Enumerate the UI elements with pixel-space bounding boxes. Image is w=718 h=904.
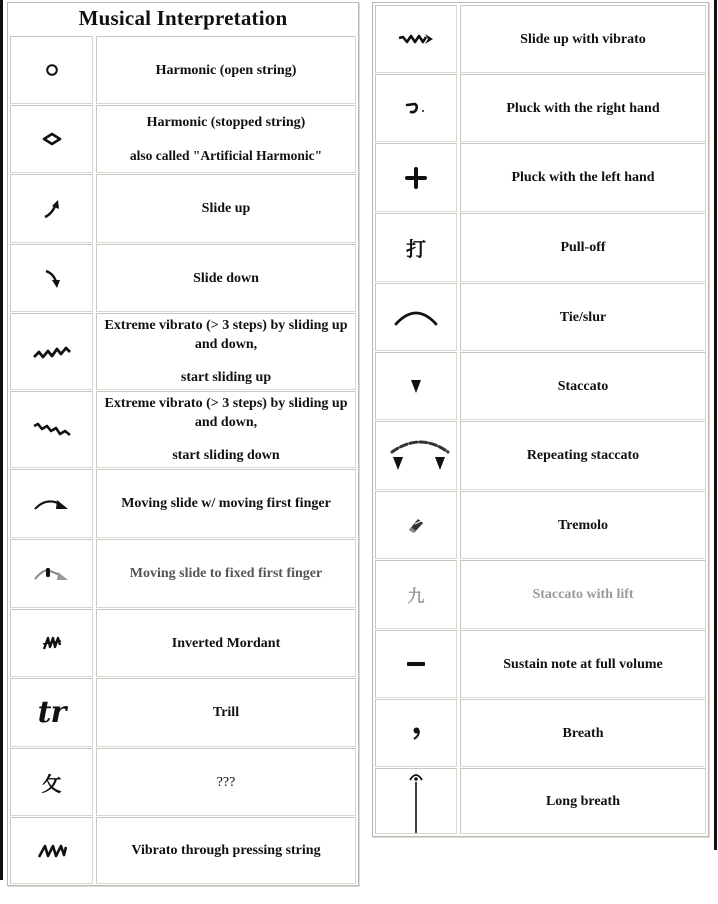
description-cell: Tie/slur: [460, 283, 706, 351]
symbol-cell: [375, 213, 457, 282]
table-row: [10, 174, 356, 243]
symbol-cell: [375, 421, 457, 490]
tremolo-slash-icon: [406, 515, 426, 535]
description-cell: Extreme vibrato (> 3 steps) by sliding up and down, start sliding down: [96, 391, 356, 468]
symbol-cell: [10, 748, 93, 816]
description-cell: Staccato: [460, 352, 706, 420]
description-cell: Slide up with vibrato: [460, 5, 706, 73]
inverted-mordent-icon: [42, 635, 62, 651]
open-circle-icon: [45, 63, 59, 77]
diamond-icon: [42, 132, 62, 146]
symbol-cell: [375, 5, 457, 73]
table-row: [10, 539, 356, 608]
description-cell: Tremolo: [460, 491, 706, 559]
page-right-edge: [714, 0, 717, 850]
symbol-cell: [375, 352, 457, 420]
symbol-cell: [10, 313, 93, 390]
description-cell: Breath: [460, 699, 706, 767]
symbol-cell: [375, 74, 457, 142]
trill-tr-icon: tr: [37, 695, 66, 730]
symbol-cell: [10, 539, 93, 608]
curved-arrow-up-icon: [41, 198, 63, 220]
page-left-edge: [0, 0, 3, 880]
symbol-cell: [375, 283, 457, 351]
table-row: [10, 469, 356, 538]
vibrato-arrow-icon: [397, 32, 435, 46]
dash-icon: [407, 661, 425, 667]
symbol-cell: [375, 768, 457, 834]
description-cell: Long breath: [460, 768, 706, 834]
description-cell: Trill: [96, 678, 356, 747]
table-row: [375, 74, 706, 142]
table-row: [10, 313, 356, 390]
description-cell: Staccato with lift: [460, 560, 706, 629]
jiu-character-icon: 九: [407, 587, 425, 607]
symbol-cell: [10, 391, 93, 468]
description-cell: Harmonic (open string): [96, 36, 356, 104]
description-cell: Harmonic (stopped string) also called "Artificial Harmonic": [96, 105, 356, 173]
tie-arc-icon: [393, 307, 439, 327]
zigzag-down-icon: [32, 422, 72, 438]
da-character-icon: 打: [406, 237, 426, 261]
symbol-cell: [10, 105, 93, 173]
table-row: [10, 36, 356, 104]
description-cell: Moving slide w/ moving first finger: [96, 469, 356, 538]
table-row: [375, 421, 706, 490]
description-cell: Slide down: [96, 244, 356, 312]
table-row: [375, 560, 706, 629]
symbol-cell: [10, 469, 93, 538]
table-row: [10, 105, 356, 173]
symbol-cell: [375, 491, 457, 559]
symbol-cell: [10, 817, 93, 884]
pressing-vibrato-icon: [37, 843, 67, 859]
description-cell: ???: [96, 748, 356, 816]
symbol-cell: [375, 699, 457, 767]
curved-arrow-down-icon: [42, 267, 62, 289]
description-cell: Slide up: [96, 174, 356, 243]
table-row: [375, 630, 706, 698]
table-row: [10, 391, 356, 468]
symbol-cell: [10, 36, 93, 104]
plus-cross-icon: [405, 167, 427, 189]
table-row: [375, 213, 706, 282]
fermata-line-icon: [408, 771, 424, 835]
symbol-cell: [10, 678, 93, 747]
symbol-cell: [10, 244, 93, 312]
table-row: [375, 768, 706, 834]
description-cell: Pull-off: [460, 213, 706, 282]
table-row: [375, 143, 706, 212]
symbol-cell: [10, 174, 93, 243]
description-cell: Pluck with the left hand: [460, 143, 706, 212]
zigzag-up-icon: [32, 344, 72, 360]
symbol-cell: [375, 630, 457, 698]
table-row: [10, 609, 356, 677]
description-cell: Inverted Mordant: [96, 609, 356, 677]
table-row: [10, 748, 356, 816]
description-cell: Extreme vibrato (> 3 steps) by sliding up and down, start sliding up: [96, 313, 356, 390]
table-row: [10, 678, 356, 747]
description-cell: Repeating staccato: [460, 421, 706, 490]
symbol-cell: [375, 560, 457, 629]
symbols-table-continued: [372, 2, 709, 837]
symbol-cell: [10, 609, 93, 677]
description-cell: Pluck with the right hand: [460, 74, 706, 142]
description-cell: Vibrato through pressing string: [96, 817, 356, 884]
table-title: Musical Interpretation: [78, 6, 288, 30]
wen-character-icon: 攵: [41, 771, 62, 796]
musical-interpretation-table: [7, 2, 359, 886]
staccato-triangle-icon: [409, 378, 423, 394]
table-row: [375, 283, 706, 351]
table-row: [375, 699, 706, 767]
table-row: [375, 491, 706, 559]
arc-arrow-icon: [32, 495, 72, 513]
right-hand-pluck-icon: [404, 100, 428, 116]
table-row: [10, 244, 356, 312]
table-row: [375, 352, 706, 420]
table-row: [375, 5, 706, 73]
table-row: [10, 817, 356, 884]
comma-icon: [412, 726, 420, 740]
description-cell: Sustain note at full volume: [460, 630, 706, 698]
symbol-cell: [375, 143, 457, 212]
arc-arrow-dot-icon: [32, 565, 72, 583]
description-cell: Moving slide to fixed first finger: [96, 539, 356, 608]
repeating-staccato-icon: [388, 436, 452, 476]
